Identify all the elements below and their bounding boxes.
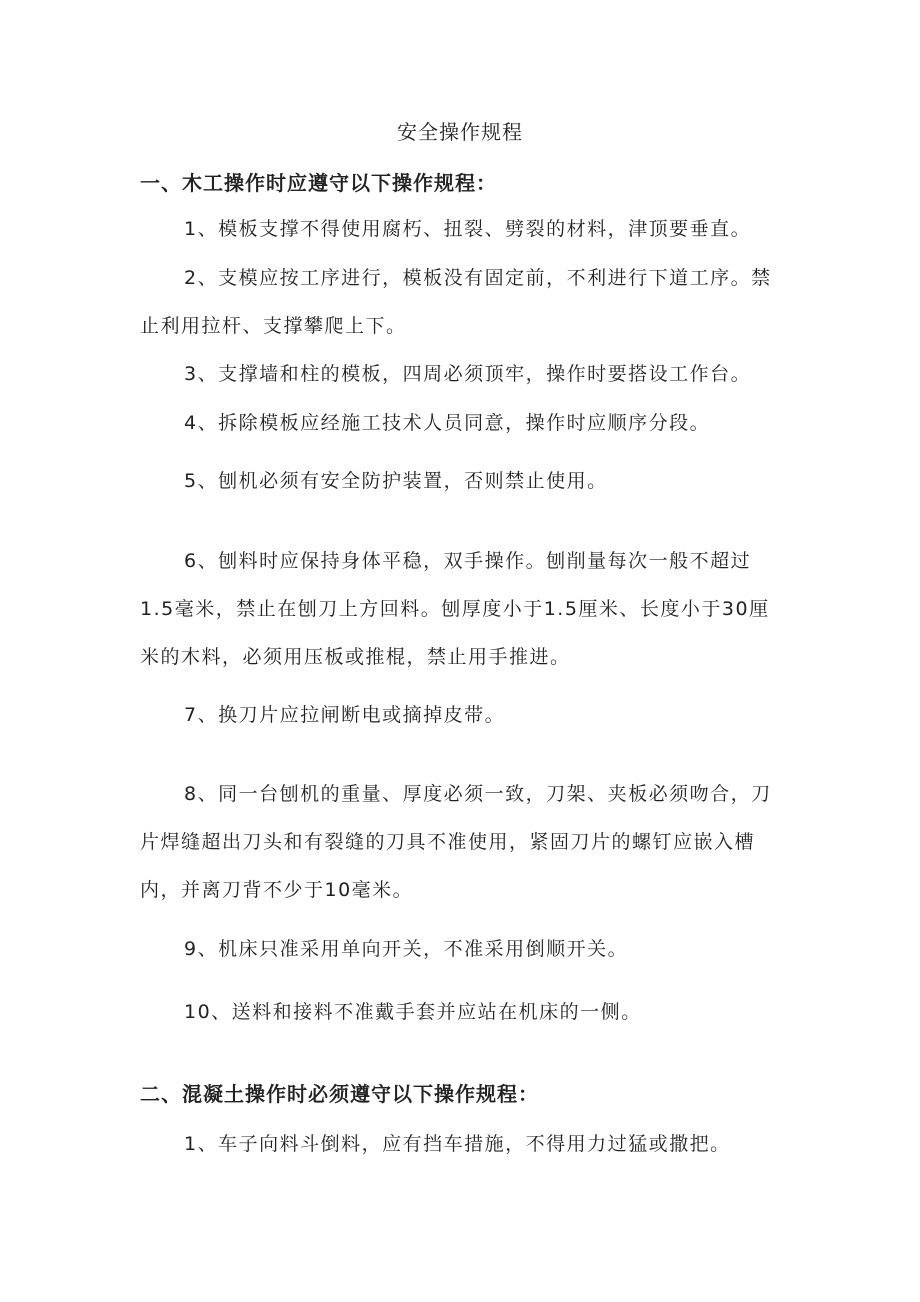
paragraph-item — [140, 350, 785, 398]
paragraph-text: 5、刨机必须有安全防护装置，否则禁止使用。 — [184, 470, 608, 492]
paragraph-item — [140, 254, 785, 350]
paragraph-text: 6、刨料时应保持身体平稳，双手操作。刨削量每次一般不超过1.5毫米，禁止在刨刀上方回料。刨厚度小于1.5厘米、长度小于30厘米的木料，必须用压板或推棍，禁止用手推进。 — [140, 550, 770, 668]
paragraph-item — [140, 205, 785, 253]
paragraph-text: 3、支撑墙和柱的模板，四周必须顶牢，操作时要搭设工作台。 — [184, 363, 752, 385]
paragraph-item — [140, 770, 785, 914]
paragraph-item — [140, 925, 785, 973]
paragraph-text: 7、换刀片应拉闸断电或摘掉皮带。 — [184, 704, 506, 726]
paragraph-item — [140, 537, 785, 681]
paragraph-item — [140, 457, 785, 505]
paragraph-text: 8、同一台刨机的重量、厚度必须一致，刀架、夹板必须吻合，刀片焊缝超出刀头和有裂缝的刀具不准使用，紧固刀片的螺钉应嵌入槽内，并离刀背不少于10毫米。 — [140, 783, 772, 901]
paragraph-text: 10、送料和接料不准戴手套并应站在机床的一侧。 — [184, 1001, 642, 1023]
paragraph-item — [140, 691, 785, 739]
paragraph-item — [140, 399, 785, 447]
paragraph-text: 2、支模应按工序进行，模板没有固定前，不利进行下道工序。禁止利用拉杆、支撑攀爬上下。 — [140, 267, 772, 337]
section-heading-concrete: 二、混凝土操作时必须遵守以下操作规程： — [140, 1082, 539, 1106]
paragraph-text: 1、车子向料斗倒料，应有挡车措施，不得用力过猛或撒把。 — [184, 1133, 731, 1155]
paragraph-item — [140, 988, 785, 1036]
document-title: 安全操作规程 — [397, 120, 523, 144]
paragraph-text: 1、模板支撑不得使用腐朽、扭裂、劈裂的材料，津顶要垂直。 — [184, 218, 752, 240]
paragraph-text: 4、拆除模板应经施工技术人员同意，操作时应顺序分段。 — [184, 412, 711, 434]
paragraph-item — [140, 1120, 785, 1168]
section-heading-carpentry: 一、木工操作时应遵守以下操作规程： — [140, 171, 497, 195]
paragraph-text: 9、机床只准采用单向开关，不准采用倒顺开关。 — [184, 938, 629, 960]
